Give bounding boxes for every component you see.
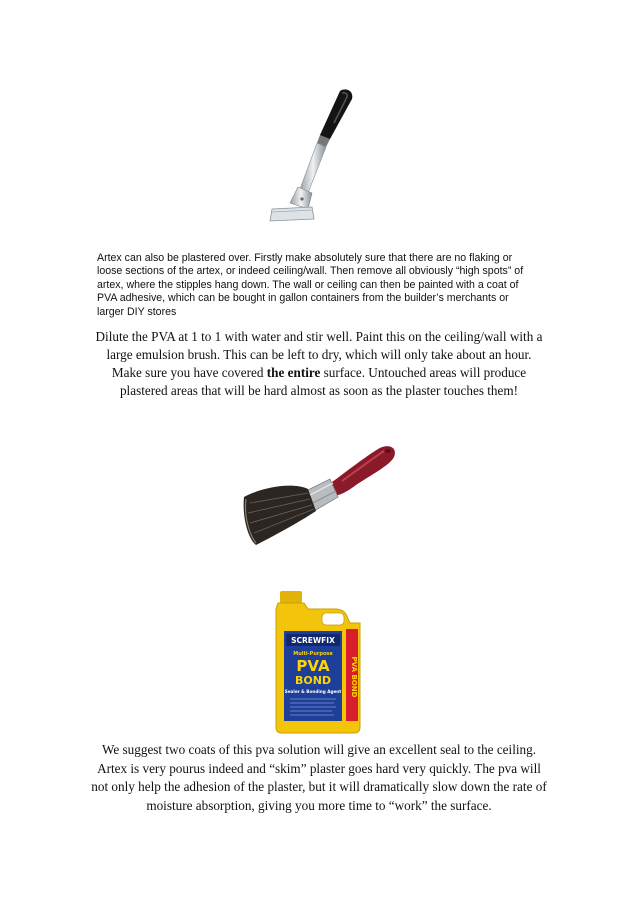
recommendation-paragraph: [88, 741, 550, 815]
pva-bond-container-image: [274, 589, 364, 734]
paragraph-line: Artex is very pourus indeed and “skim” plaster goes hard very quickly. The pva will: [97, 760, 541, 776]
paint-brush-image: [238, 433, 400, 551]
text-run: Make sure you have covered: [111, 365, 267, 380]
dilution-instructions-paragraph: [88, 328, 550, 400]
paragraph-line: larger DIY stores: [97, 305, 177, 318]
intro-paragraph: [97, 252, 547, 319]
scraper-tool-image: [262, 85, 372, 230]
paragraph-line: PVA adhesive, which can be bought in gallon containers from the builder’s merchants or: [97, 292, 509, 305]
paragraph-line: Dilute the PVA at 1 to 1 with water and stir well. Paint this on the ceiling/wall with a: [95, 329, 543, 344]
bottle-brand-text: SCREWFIX: [291, 636, 335, 645]
paragraph-line: plastered areas that will be hard almost as soon as the plaster touches them!: [119, 383, 519, 398]
bottle-product-text: PVA: [296, 657, 330, 675]
paragraph-line: We suggest two coats of this pva solution will give an excellent seal to the ceiling.: [101, 742, 537, 757]
paragraph-line: large emulsion brush. This can be left to dry, which will only take about an hour.: [106, 347, 532, 362]
paragraph-line: loose sections of the artex, or indeed ceiling/wall. Then remove all obviously “high spots” of: [97, 265, 524, 278]
text-run: surface. Untouched areas will produce: [320, 365, 527, 380]
bottle-side-text: PVA BOND: [350, 656, 358, 698]
bottle-tagline-text: Sealer & Bonding Agent: [284, 689, 342, 694]
emphasis-text: the entire: [266, 365, 321, 380]
bottle-subtitle-text: Multi-Purpose: [293, 651, 333, 657]
paragraph-line: not only help the adhesion of the plaster, but it will dramatically slow down the rate of: [91, 779, 547, 795]
bottle-product-text: BOND: [294, 674, 332, 687]
paragraph-line: Artex can also be plastered over. Firstly make absolutely sure that there are no flaking or: [97, 252, 513, 264]
paragraph-line: [88, 364, 550, 382]
paragraph-line: moisture absorption, giving you more time to “work” the surface.: [146, 797, 492, 813]
paragraph-line: artex, where the stipples hang down. The wall or ceiling can then be painted with a coat of: [97, 278, 519, 291]
